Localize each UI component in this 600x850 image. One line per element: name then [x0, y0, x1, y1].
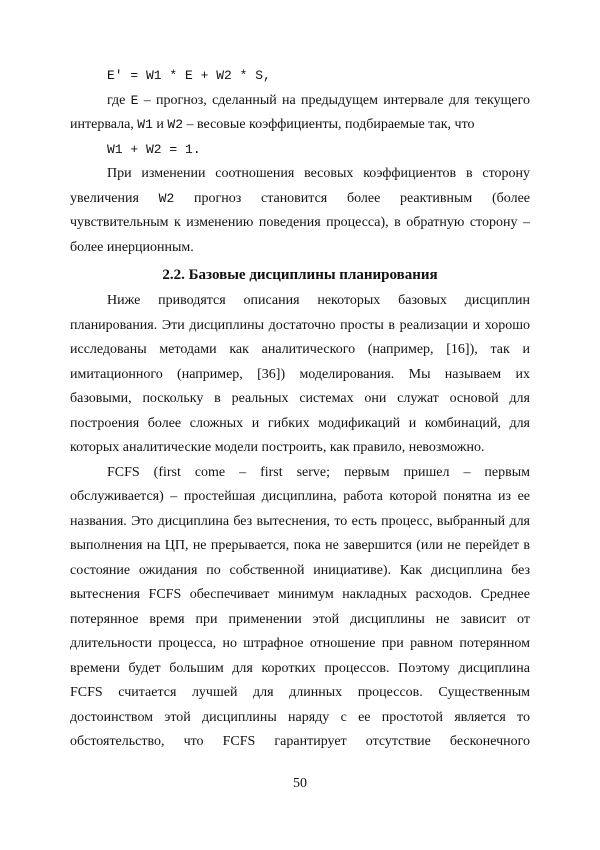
text-span: увеличения — [70, 190, 159, 206]
text-span: где — [107, 92, 131, 108]
text-span: более инерционным. — [70, 239, 194, 255]
code-span: E — [130, 92, 139, 108]
text-span: прогноз становится более реактивным (более — [174, 190, 530, 206]
paragraph-line — [70, 162, 530, 187]
paragraph-line: Ниже приводятся описания некоторых базовых дисциплин — [107, 293, 530, 308]
paragraph-line: вытеснения FCFS обеспечивает минимум накладных расходов. Среднее — [70, 587, 530, 602]
paragraph-line: которых аналитические модели построить, как правило, невозможно. — [70, 440, 485, 455]
paragraph-line: построения более сложных и гибких модификаций и комбинаций, для — [70, 415, 530, 431]
paragraph-basic-disciplines — [70, 289, 530, 461]
paragraph-line: FCFS считается лучшей для длинных процессов. Существенным — [70, 685, 530, 700]
paragraph-line — [70, 89, 530, 114]
paragraph-line: состояние ожидания по собственной инициативе). Как дисциплина без — [70, 562, 530, 578]
text-span: – весовые коэффициенты, подбираемые так, что — [183, 117, 475, 132]
paragraph-line — [70, 187, 530, 212]
paragraph-line: выполнения на ЦП, не прерывается, пока не завершится (или не перейдет в — [70, 538, 530, 553]
paragraph-line: времени будет большим для коротких процессов. Поэтому дисциплина — [70, 660, 530, 676]
paragraph-line: длительности процесса, но штрафное отношение при равном потерянном — [70, 636, 530, 651]
code-span: W2 — [167, 117, 183, 132]
page-body — [70, 64, 530, 755]
code-span: W1 — [137, 117, 153, 132]
paragraph-line: названия. Это дисциплина без вытеснения, то есть процесс, выбранный для — [70, 513, 530, 529]
paragraph-fcfs — [70, 461, 530, 755]
paragraph-line — [70, 236, 530, 261]
text-span: интервала, — [70, 117, 138, 132]
paragraph-line: исследованы методами как аналитического (например, [16]), так и — [70, 342, 530, 357]
section-heading: 2.2. Базовые дисциплины планирования — [162, 267, 438, 283]
paragraph-line: базовыми, поскольку в реальных системах они служат основой для — [70, 391, 530, 406]
paragraph-line: обслуживается) – простейшая дисциплина, работа которой понятна из ее — [70, 489, 530, 504]
text-span: чувствительным к изменению поведения процесса), в обратную сторону – — [70, 215, 530, 230]
paragraph-line: обстоятельство, что FCFS гарантирует отсутствие бесконечного — [70, 734, 530, 749]
paragraph-line — [70, 211, 530, 236]
formula-prediction — [70, 64, 530, 89]
formula-text: W1 + W2 = 1. — [107, 141, 201, 157]
paragraph-line: достоинством этой дисциплины наряду с ее простотой является то — [70, 709, 530, 725]
formula-text: E' = W1 * E + W2 * S, — [107, 68, 271, 83]
paragraph-line: планирования. Эти дисциплины достаточно просты в реализации и хорошо — [70, 317, 530, 333]
text-span: – прогноз, сделанный на предыдущем интервале для текущего — [138, 92, 530, 108]
paragraph-line: имитационного (например, [36]) моделирования. Мы называем их — [70, 366, 530, 382]
paragraph-line — [70, 113, 530, 138]
text-span: и — [152, 117, 168, 132]
text-span: При изменении соотношения весовых коэффициентов в сторону — [107, 166, 530, 181]
paragraph-line: FCFS (first come – first serve; первым пришел – первым — [107, 464, 530, 480]
code-span: W2 — [158, 190, 175, 206]
formula-weights — [70, 138, 530, 163]
page-number: 50 — [293, 776, 307, 791]
paragraph-line: потерянное время при применении этой дисциплины не зависит от — [70, 611, 530, 627]
